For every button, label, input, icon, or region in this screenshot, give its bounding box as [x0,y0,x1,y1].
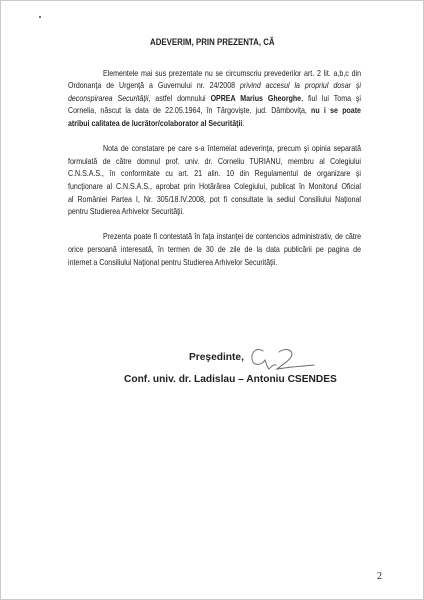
italic-law-title: deconspirarea Securităţii [68,92,149,103]
signature-stroke [277,350,314,369]
text-segment: , fiul lui Toma şi [301,92,362,103]
paragraph-3-line-3: internet a Consiliului Naţional pentru Studierea Arhivelor Securităţii. [68,256,278,267]
handwritten-signature [245,342,317,376]
text-segment: Ordonanţa de Urgenţă a Guvernului nr. 24/2008 [68,80,241,91]
text-segment: , astfel domnului [148,92,211,103]
paragraph-2-line-5: al României Partea I, Nr. 305/18.IV.2008, pot fi consultate la sediul Consiliului Naţional [68,193,361,204]
paragraph-1 [68,67,361,130]
signatory-name: Conf. univ. dr. Ladislau – Antoniu CSENDES [124,374,337,385]
document-body [68,67,361,281]
text-segment: Cornelia, născut la data de 22.05.1964, în Târgovişte, jud. Dâmboviţa, [68,105,312,116]
paragraph-1-line-5 [68,117,361,130]
paragraph-2-line-2: formulată de către domnul prof. univ. dr. Corneliu TURIANU, membru al Colegiului [68,155,361,166]
italic-law-title: privind accesul la propriul dosar şi [240,80,362,91]
paragraph-2-line-4: funcţionare al C.N.S.A.S., aprobat prin Hotărârea Colegiului, publicat în Monitorul Oficial [68,181,361,192]
paragraph-3-line-1: Prezenta poate fi contestată în faţa instanţei de contencios administrativ, de către [103,231,361,242]
page-number: 2 [377,571,382,582]
paragraph-2-line-6: pentru Studierea Arhivelor Securităţii. [68,206,185,217]
paragraph-1-line-3 [68,92,361,105]
bold-person-name: OPREA Marius Gheorghe [210,92,302,103]
signatory-role: Preşedinte, [189,352,244,363]
paragraph-1-line-4 [68,104,361,117]
text-segment: Elementele mai sus prezentate nu se circumscriu prevederilor art. 2 lit. a,b,c din [103,67,361,78]
paragraph-2-line-1: Nota de constatare pe care s-a întemeiat adeverinţa, precum şi opinia separată [103,143,361,154]
paragraph-1-line-1 [68,67,361,80]
signature-stroke [252,349,269,369]
paragraph-3 [68,230,361,268]
paragraph-1-line-2 [68,79,361,92]
scan-speck [39,16,41,18]
bold-statement: nu i se poate [311,105,361,116]
paragraph-2 [68,142,361,218]
text-segment: . [242,118,245,129]
document-title: ADEVERIM, PRIN PREZENTA, CĂ [150,36,275,47]
paragraph-3-line-2: orice persoană interesată, în termen de 30 de zile de la data publicării pe pagina de [68,244,361,254]
signature-stroke [269,365,276,369]
paragraph-2-line-3: C.N.S.A.S., în conformitate cu art. 21 alin. 10 din Regulamentul de organizare şi [68,168,361,179]
bold-statement: atribui calitatea de lucrător/colaborator al Securităţii [68,118,243,129]
